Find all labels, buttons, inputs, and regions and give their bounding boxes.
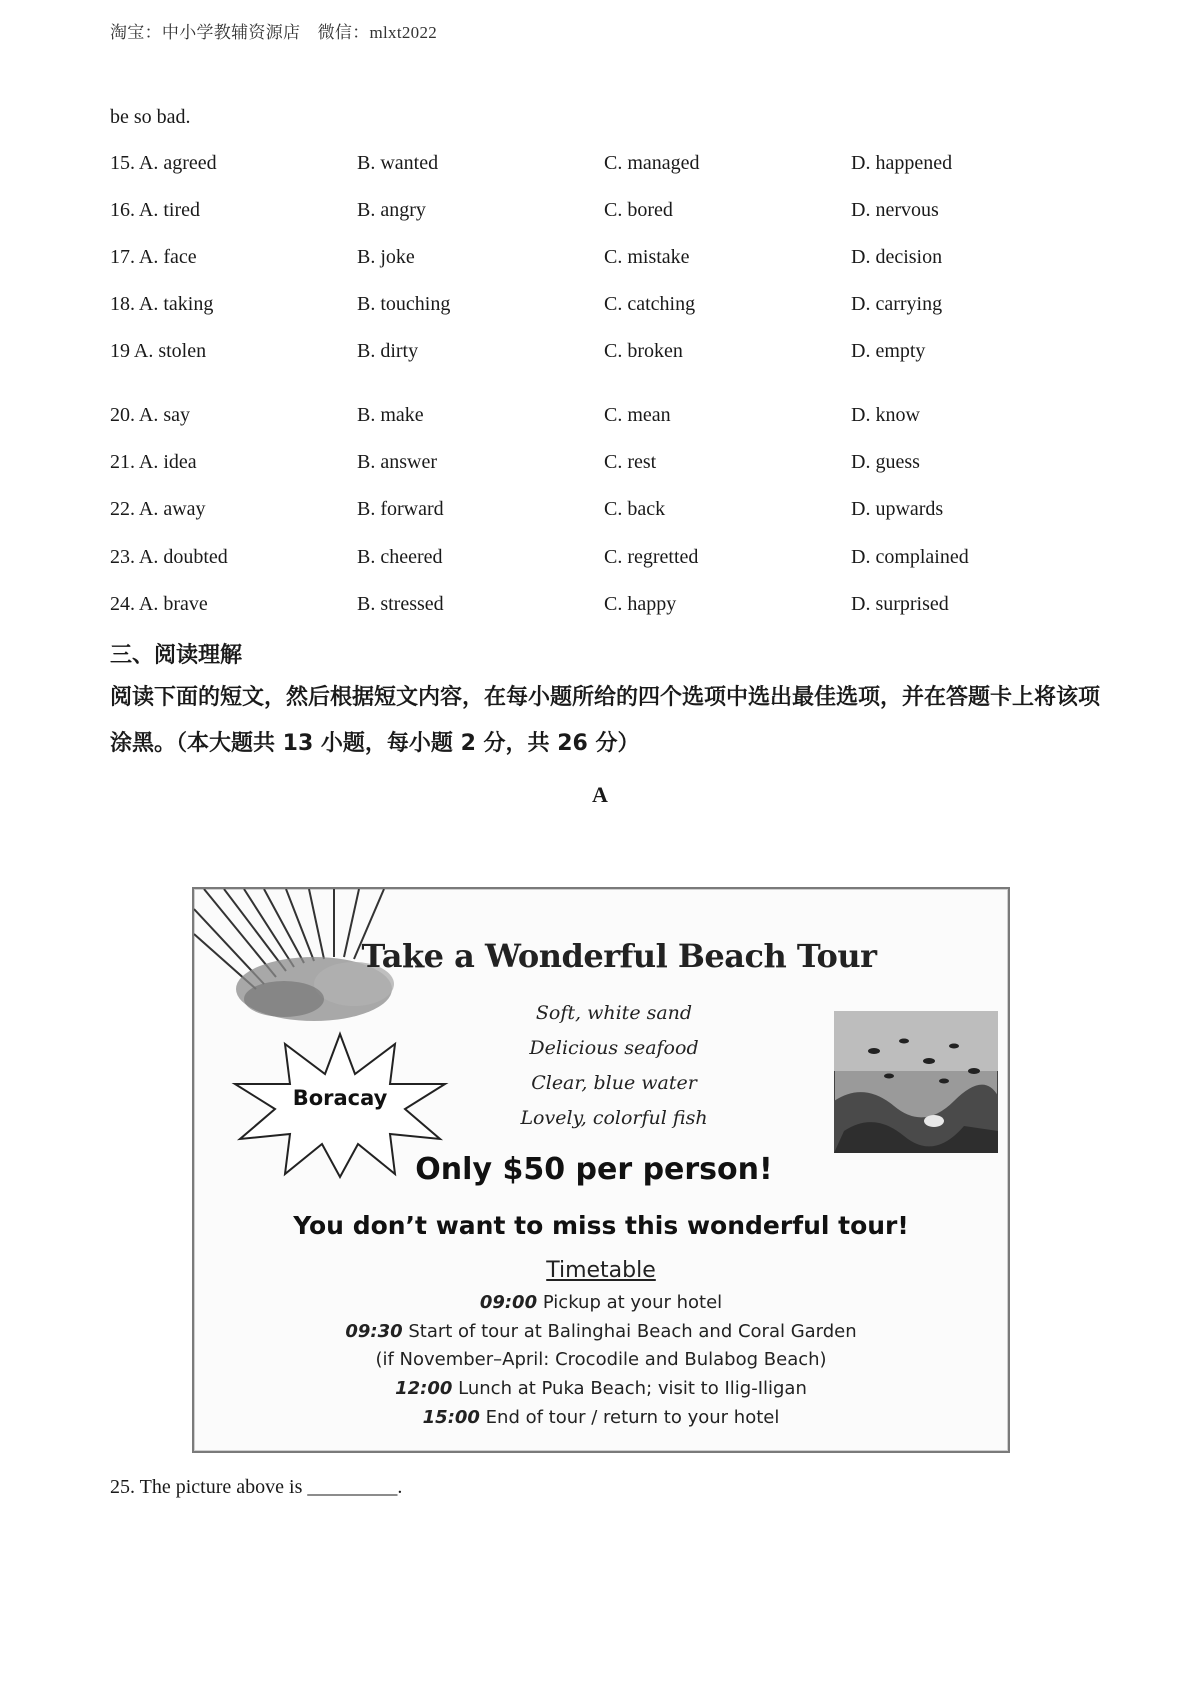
timetable-row: 12:00 Lunch at Puka Beach; visit to Ilig-Iligan xyxy=(395,1378,807,1399)
option-a[interactable]: 22. A. away xyxy=(110,498,206,520)
option-d[interactable]: D. empty xyxy=(851,340,926,362)
instructions: 阅读下面的短文，然后根据短文内容，在每小题所给的四个选项中选出最佳选项，并在答题卡上将该项涂黑。（本大题共 13 小题，每小题 2 分，共 26 分） xyxy=(110,685,1101,756)
option-b[interactable]: B. dirty xyxy=(357,340,419,362)
option-row-16 xyxy=(110,199,1110,227)
feature-item: Clear, blue water xyxy=(531,1072,697,1094)
option-a[interactable]: 17. A. face xyxy=(110,246,197,268)
option-c[interactable]: C. rest xyxy=(604,451,657,473)
option-d[interactable]: D. decision xyxy=(851,246,943,268)
timetable-row: 09:30 Start of tour at Balinghai Beach and Coral Garden xyxy=(345,1321,857,1342)
star-label: Boracay xyxy=(292,1086,388,1110)
question-25: 25. The picture above is _________. xyxy=(110,1476,403,1498)
tagline: You don’t want to miss this wonderful tour! xyxy=(293,1211,909,1240)
option-b[interactable]: B. answer xyxy=(357,451,437,473)
option-b[interactable]: B. make xyxy=(357,404,424,426)
coral-reef-photo xyxy=(834,1011,998,1153)
option-b[interactable]: B. touching xyxy=(357,293,451,315)
option-a[interactable]: 15. A. agreed xyxy=(110,152,217,174)
section-title: 三、阅读理解 xyxy=(110,643,243,668)
lead-text: be so bad. xyxy=(110,106,191,128)
option-d[interactable]: D. surprised xyxy=(851,593,949,615)
timetable-row: 15:00 End of tour / return to your hotel xyxy=(422,1407,780,1428)
option-b[interactable]: B. forward xyxy=(357,498,444,520)
option-row-18 xyxy=(110,293,1110,321)
option-row-21 xyxy=(110,451,1110,479)
option-row-23 xyxy=(110,546,1110,574)
price: Only $50 per person! xyxy=(415,1152,773,1187)
feature-item: Soft, white sand xyxy=(535,1002,693,1024)
feature-item: Delicious seafood xyxy=(529,1037,699,1059)
option-a[interactable]: 23. A. doubted xyxy=(110,546,228,568)
option-row-22 xyxy=(110,498,1110,526)
option-c[interactable]: C. back xyxy=(604,498,666,520)
option-a[interactable]: 16. A. tired xyxy=(110,199,200,221)
option-d[interactable]: D. know xyxy=(851,404,920,426)
beach-tour-poster xyxy=(192,887,1010,1453)
timetable-title: Timetable xyxy=(546,1258,656,1283)
option-c[interactable]: C. broken xyxy=(604,340,683,362)
poster-title: Take a Wonderful Beach Tour xyxy=(361,937,877,975)
option-a[interactable]: 19 A. stolen xyxy=(110,340,207,362)
option-c[interactable]: C. happy xyxy=(604,593,677,615)
option-row-24 xyxy=(110,593,1110,621)
option-a[interactable]: 24. A. brave xyxy=(110,593,208,615)
option-d[interactable]: D. complained xyxy=(851,546,969,568)
option-c[interactable]: C. catching xyxy=(604,293,696,315)
option-a[interactable]: 18. A. taking xyxy=(110,293,214,315)
option-a[interactable]: 20. A. say xyxy=(110,404,190,426)
option-c[interactable]: C. bored xyxy=(604,199,673,221)
passage-label: A xyxy=(592,782,608,807)
option-d[interactable]: D. guess xyxy=(851,451,920,473)
page-header: 淘宝：中小学教辅资源店 微信：mlxt2022 xyxy=(110,23,438,42)
option-row-15 xyxy=(110,152,1110,180)
option-d[interactable]: D. upwards xyxy=(851,498,944,520)
option-c[interactable]: C. mistake xyxy=(604,246,690,268)
timetable-row: (if November–April: Crocodile and Bulabog Beach) xyxy=(375,1349,827,1370)
option-b[interactable]: B. joke xyxy=(357,246,415,268)
option-row-17 xyxy=(110,246,1110,274)
option-row-20 xyxy=(110,404,1110,432)
option-b[interactable]: B. stressed xyxy=(357,593,444,615)
option-row-19 xyxy=(110,340,1110,368)
timetable-row: 09:00 Pickup at your hotel xyxy=(479,1292,723,1313)
option-b[interactable]: B. angry xyxy=(357,199,426,221)
option-c[interactable]: C. regretted xyxy=(604,546,699,568)
option-d[interactable]: D. nervous xyxy=(851,199,939,221)
feature-item: Lovely, colorful fish xyxy=(520,1107,708,1129)
option-d[interactable]: D. carrying xyxy=(851,293,943,315)
option-c[interactable]: C. mean xyxy=(604,404,671,426)
option-d[interactable]: D. happened xyxy=(851,152,953,174)
option-b[interactable]: B. wanted xyxy=(357,152,439,174)
option-c[interactable]: C. managed xyxy=(604,152,700,174)
option-a[interactable]: 21. A. idea xyxy=(110,451,197,473)
option-b[interactable]: B. cheered xyxy=(357,546,443,568)
